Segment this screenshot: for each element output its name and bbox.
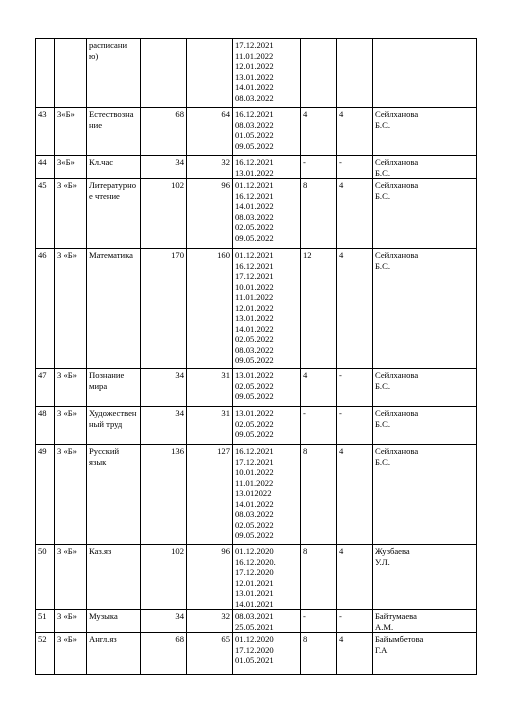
date: 14.01.2022 bbox=[235, 82, 274, 92]
date: 12.01.2022 bbox=[235, 61, 274, 71]
table-row bbox=[36, 156, 477, 179]
cell-dates bbox=[233, 633, 301, 675]
cell-plan-hours: 68 bbox=[141, 633, 187, 675]
cell-plan-hours: 102 bbox=[141, 179, 187, 249]
date: 08.03.2022 bbox=[235, 119, 274, 130]
cell-col6: 12 bbox=[301, 249, 337, 369]
cell-subject: Кл.час bbox=[87, 156, 141, 179]
cell-number: 44 bbox=[36, 156, 55, 179]
cell-dates bbox=[233, 369, 301, 407]
date: 13.01.2022 bbox=[235, 370, 274, 380]
cell-teacher bbox=[373, 156, 477, 179]
date: 02.05.2022 bbox=[235, 519, 274, 530]
cell-number: 46 bbox=[36, 249, 55, 369]
cell-col7: - bbox=[337, 610, 373, 633]
date: 16.12.2021 bbox=[235, 109, 274, 119]
date: 11.01.2022 bbox=[235, 50, 274, 61]
date: 11.01.2022 bbox=[235, 292, 274, 302]
cell-plan-hours: 68 bbox=[141, 108, 187, 156]
cell-col6: 8 bbox=[301, 633, 337, 675]
cell-subject: Русский язык bbox=[87, 445, 141, 545]
cell-teacher bbox=[373, 249, 477, 369]
teacher-line: Б.С. bbox=[375, 167, 390, 178]
date: 10.01.2022 bbox=[235, 281, 274, 292]
cell-dates bbox=[233, 407, 301, 445]
cell-dates bbox=[233, 156, 301, 179]
teacher-line: А.М. bbox=[375, 621, 394, 632]
table-row bbox=[36, 445, 477, 545]
date: 16.12.2021 bbox=[235, 157, 274, 167]
date: 09.05.2022 bbox=[235, 232, 274, 243]
cell-dates bbox=[233, 249, 301, 369]
cell-teacher bbox=[373, 179, 477, 249]
cell-dates bbox=[233, 108, 301, 156]
table-row bbox=[36, 108, 477, 156]
date: 17.12.2021 bbox=[235, 271, 274, 281]
cell-fact-hours: 31 bbox=[187, 407, 233, 445]
teacher-line: Сейлханова bbox=[375, 250, 419, 260]
date: 09.05.2022 bbox=[235, 530, 274, 540]
date: 25.05.2021 bbox=[235, 621, 274, 632]
date: 01.12.2021 bbox=[235, 250, 274, 260]
cell-col7: - bbox=[337, 369, 373, 407]
table-row bbox=[36, 179, 477, 249]
cell-subject: Англ.яз bbox=[87, 633, 141, 675]
cell-subject: Каз.яз bbox=[87, 545, 141, 610]
date: 17.12.2021 bbox=[235, 40, 274, 50]
cell-class: 3 «Б» bbox=[55, 407, 87, 445]
cell-fact-hours bbox=[187, 39, 233, 108]
cell-teacher bbox=[373, 369, 477, 407]
date: 08.03.2022 bbox=[235, 509, 274, 519]
cell-teacher bbox=[373, 445, 477, 545]
teacher-line: Жузбаева bbox=[375, 546, 410, 556]
cell-plan-hours: 34 bbox=[141, 610, 187, 633]
table-row bbox=[36, 407, 477, 445]
cell-class: 3«Б» bbox=[55, 108, 87, 156]
date: 11.01.2022 bbox=[235, 477, 274, 488]
date: 13.01.2022 bbox=[235, 167, 274, 178]
cell-col7: 4 bbox=[337, 179, 373, 249]
date: 14.01.2021 bbox=[235, 598, 274, 609]
date: 08.03.2022 bbox=[235, 344, 274, 355]
cell-fact-hours: 32 bbox=[187, 610, 233, 633]
cell-dates bbox=[233, 545, 301, 610]
cell-col6: 8 bbox=[301, 445, 337, 545]
subject-line: расписани bbox=[89, 40, 128, 50]
cell-fact-hours: 31 bbox=[187, 369, 233, 407]
cell-class: 3«Б» bbox=[55, 156, 87, 179]
report-table bbox=[35, 38, 477, 675]
date: 09.05.2022 bbox=[235, 355, 274, 365]
cell-col6: - bbox=[301, 407, 337, 445]
cell-number: 47 bbox=[36, 369, 55, 407]
cell-col6 bbox=[301, 39, 337, 108]
cell-plan-hours: 170 bbox=[141, 249, 187, 369]
date: 01.12.2021 bbox=[235, 180, 274, 190]
teacher-line: Г.А bbox=[375, 644, 388, 655]
cell-fact-hours: 32 bbox=[187, 156, 233, 179]
cell-col6: 8 bbox=[301, 179, 337, 249]
cell-number: 45 bbox=[36, 179, 55, 249]
date: 17.12.2020 bbox=[235, 567, 274, 577]
cell-fact-hours: 160 bbox=[187, 249, 233, 369]
cell-number: 49 bbox=[36, 445, 55, 545]
teacher-line: Б.С. bbox=[375, 418, 390, 429]
teacher-line: Сейлханова bbox=[375, 157, 419, 167]
teacher-line: Сейлханова bbox=[375, 109, 419, 119]
cell-class: 3 «Б» bbox=[55, 179, 87, 249]
cell-col7: 4 bbox=[337, 633, 373, 675]
cell-subject: Естествознание bbox=[87, 108, 141, 156]
date: 16.12.2021 bbox=[235, 260, 274, 271]
date: 16.12.2021 bbox=[235, 446, 274, 456]
teacher-line: Байтумаева bbox=[375, 611, 417, 621]
date: 01.12.2020 bbox=[235, 546, 274, 556]
cell-number: 48 bbox=[36, 407, 55, 445]
cell-teacher bbox=[373, 108, 477, 156]
cell-subject: Математика bbox=[87, 249, 141, 369]
subject-line: ю) bbox=[89, 50, 99, 61]
teacher-line: Б.С. bbox=[375, 190, 390, 201]
teacher-line: Байымбетова bbox=[375, 634, 424, 644]
teacher-line: Б.С. bbox=[375, 380, 390, 391]
cell-plan-hours bbox=[141, 39, 187, 108]
cell-col7: 4 bbox=[337, 249, 373, 369]
cell-teacher bbox=[373, 545, 477, 610]
table-row bbox=[36, 249, 477, 369]
cell-col7: - bbox=[337, 407, 373, 445]
cell-col6: 8 bbox=[301, 545, 337, 610]
date: 09.05.2022 bbox=[235, 429, 274, 439]
date: 13.01.2022 bbox=[235, 313, 274, 323]
date: 02.05.2022 bbox=[235, 418, 274, 429]
teacher-line: Б.С. bbox=[375, 119, 390, 130]
date: 16.12.2020. bbox=[235, 556, 276, 567]
cell-plan-hours: 34 bbox=[141, 369, 187, 407]
teacher-line: Сейлханова bbox=[375, 408, 419, 418]
cell-plan-hours: 34 bbox=[141, 407, 187, 445]
cell-fact-hours: 96 bbox=[187, 179, 233, 249]
cell-dates bbox=[233, 610, 301, 633]
cell-class: 3 «Б» bbox=[55, 610, 87, 633]
cell-fact-hours: 127 bbox=[187, 445, 233, 545]
date: 10.01.2022 bbox=[235, 467, 274, 477]
date: 17.12.2021 bbox=[235, 456, 274, 467]
cell-dates bbox=[233, 39, 301, 108]
date: 08.03.2022 bbox=[235, 92, 274, 103]
table-row bbox=[36, 369, 477, 407]
date: 02.05.2022 bbox=[235, 222, 274, 232]
cell-col7: 4 bbox=[337, 545, 373, 610]
cell-class bbox=[55, 39, 87, 108]
teacher-line: Б.С. bbox=[375, 260, 390, 271]
date: 14.01.2022 bbox=[235, 201, 274, 211]
cell-fact-hours: 96 bbox=[187, 545, 233, 610]
date: 12.01.2021 bbox=[235, 577, 274, 588]
date: 13.01.2022 bbox=[235, 71, 274, 82]
date: 13.01.2021 bbox=[235, 588, 274, 598]
cell-number: 43 bbox=[36, 108, 55, 156]
cell-class: 3 «Б» bbox=[55, 369, 87, 407]
cell-subject: Познание мира bbox=[87, 369, 141, 407]
cell-subject: Музыка bbox=[87, 610, 141, 633]
date: 17.12.2020 bbox=[235, 644, 274, 655]
date: 13.01.2022 bbox=[235, 408, 274, 418]
cell-number: 50 bbox=[36, 545, 55, 610]
cell-number: 52 bbox=[36, 633, 55, 675]
table-row bbox=[36, 610, 477, 633]
date: 08.03.2021 bbox=[235, 611, 274, 621]
cell-subject: Литературное чтение bbox=[87, 179, 141, 249]
cell-class: 3 «Б» bbox=[55, 249, 87, 369]
cell-subject: Художественный труд bbox=[87, 407, 141, 445]
cell-dates bbox=[233, 179, 301, 249]
cell-fact-hours: 65 bbox=[187, 633, 233, 675]
cell-col7: - bbox=[337, 156, 373, 179]
cell-teacher bbox=[373, 39, 477, 108]
date: 12.01.2022 bbox=[235, 302, 274, 313]
cell-class: 3 «Б» bbox=[55, 445, 87, 545]
cell-col6: 4 bbox=[301, 369, 337, 407]
date: 02.05.2022 bbox=[235, 334, 274, 344]
cell-number: 51 bbox=[36, 610, 55, 633]
cell-plan-hours: 136 bbox=[141, 445, 187, 545]
cell-col7 bbox=[337, 39, 373, 108]
teacher-line: Б.С. bbox=[375, 456, 390, 467]
date: 14.01.2022 bbox=[235, 498, 274, 509]
cell-teacher bbox=[373, 633, 477, 675]
date: 14.01.2022 bbox=[235, 323, 274, 334]
cell-col7: 4 bbox=[337, 445, 373, 545]
cell-subject bbox=[87, 39, 141, 108]
cell-col7: 4 bbox=[337, 108, 373, 156]
table-body bbox=[36, 39, 477, 675]
date: 09.05.2022 bbox=[235, 140, 274, 151]
cell-plan-hours: 102 bbox=[141, 545, 187, 610]
table-row bbox=[36, 633, 477, 675]
table-row bbox=[36, 545, 477, 610]
date: 13.012022 bbox=[235, 488, 272, 498]
date: 02.05.2022 bbox=[235, 380, 274, 391]
cell-fact-hours: 64 bbox=[187, 108, 233, 156]
cell-col6: - bbox=[301, 156, 337, 179]
date: 08.03.2022 bbox=[235, 211, 274, 222]
teacher-line: Сейлханова bbox=[375, 446, 419, 456]
cell-class: 3 «Б» bbox=[55, 545, 87, 610]
cell-teacher bbox=[373, 610, 477, 633]
date: 16.12.2021 bbox=[235, 190, 274, 201]
cell-teacher bbox=[373, 407, 477, 445]
cell-col6: - bbox=[301, 610, 337, 633]
teacher-line: У.Л. bbox=[375, 556, 390, 567]
cell-dates bbox=[233, 445, 301, 545]
teacher-line: Сейлханова bbox=[375, 370, 419, 380]
cell-number bbox=[36, 39, 55, 108]
cell-col6: 4 bbox=[301, 108, 337, 156]
cell-plan-hours: 34 bbox=[141, 156, 187, 179]
date: 01.12.2020 bbox=[235, 634, 274, 644]
teacher-line: Сейлханова bbox=[375, 180, 419, 190]
date: 01.05.2022 bbox=[235, 130, 274, 140]
table-row-continuation bbox=[36, 39, 477, 108]
date: 01.05.2021 bbox=[235, 655, 274, 665]
cell-class: 3 «Б» bbox=[55, 633, 87, 675]
date: 09.05.2022 bbox=[235, 391, 274, 401]
